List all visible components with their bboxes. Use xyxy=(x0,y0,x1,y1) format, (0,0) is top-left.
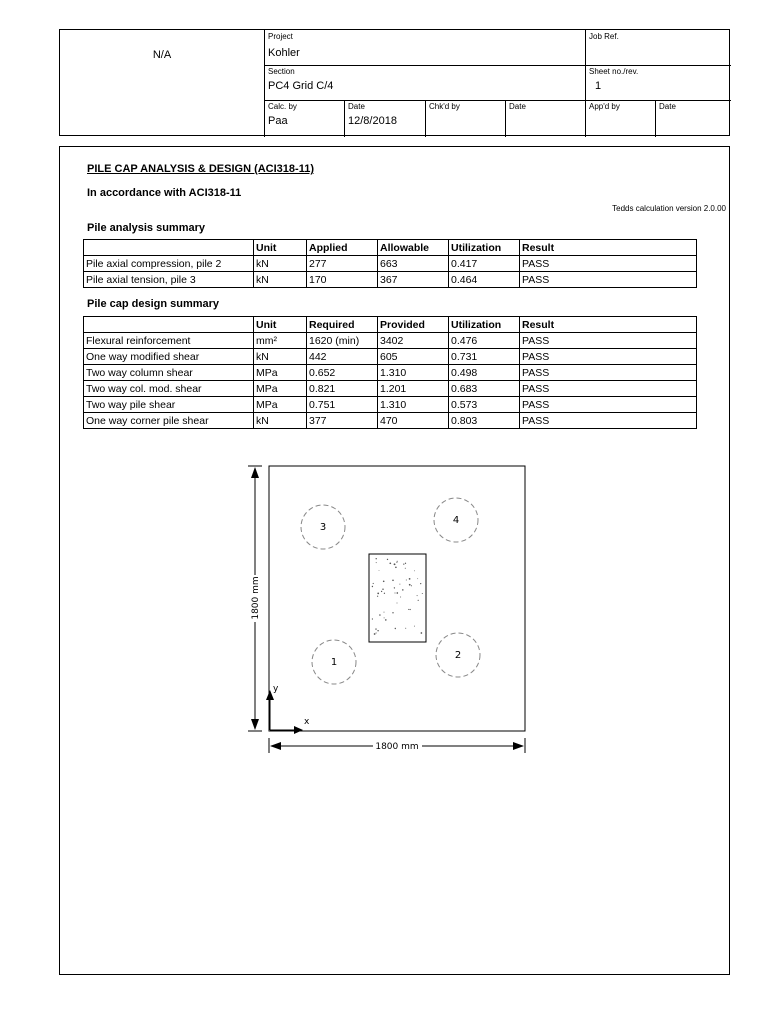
page-title: PILE CAP ANALYSIS & DESIGN (ACI318-11) xyxy=(87,163,314,175)
table-cell: 377 xyxy=(307,413,378,429)
table-cell: Two way pile shear xyxy=(84,397,254,413)
table-cell: kN xyxy=(254,256,307,272)
table-cell: 1620 (min) xyxy=(307,333,378,349)
calcby-value: Paa xyxy=(268,115,288,127)
sheet-value: 1 xyxy=(595,80,602,92)
header-left-text: N/A xyxy=(152,49,172,61)
date2-label: Date xyxy=(509,102,526,111)
table-cell: MPa xyxy=(254,365,307,381)
table-cell: PASS xyxy=(520,413,697,429)
pile-analysis-heading: Pile analysis summary xyxy=(87,222,206,234)
calcby-label: Calc. by xyxy=(268,102,297,111)
table-cell: 0.464 xyxy=(449,272,520,288)
table-cell: 277 xyxy=(307,256,378,272)
pile-2 xyxy=(436,633,480,677)
table-cell: 0.417 xyxy=(449,256,520,272)
column-header: Unit xyxy=(254,240,307,256)
table-cell: PASS xyxy=(520,381,697,397)
table-cell: kN xyxy=(254,413,307,429)
column-header: Result xyxy=(520,240,697,256)
local-axes xyxy=(266,684,310,734)
height-dimension xyxy=(248,466,262,731)
table-cell: MPa xyxy=(254,397,307,413)
table-cell: kN xyxy=(254,272,307,288)
table-cell: 0.683 xyxy=(449,381,520,397)
section-value: PC4 Grid C/4 xyxy=(268,80,334,92)
column-header: Required xyxy=(307,317,378,333)
width-dimension xyxy=(269,738,525,753)
table-cell: 3402 xyxy=(378,333,449,349)
sheet-label: Sheet no./rev. xyxy=(589,67,639,76)
pile-1-label: 1 xyxy=(330,657,338,668)
table-cell: One way modified shear xyxy=(84,349,254,365)
x-axis-label: x xyxy=(304,717,310,727)
chkd-label: Chk'd by xyxy=(429,102,460,111)
table-cell: Two way column shear xyxy=(84,365,254,381)
table-cell: 605 xyxy=(378,349,449,365)
jobref-label: Job Ref. xyxy=(589,32,619,41)
table-cell: 1.310 xyxy=(378,397,449,413)
table-cell: 663 xyxy=(378,256,449,272)
table-cell: Pile axial tension, pile 3 xyxy=(84,272,254,288)
date3-label: Date xyxy=(659,102,676,111)
table-cell: Pile axial compression, pile 2 xyxy=(84,256,254,272)
table-cell: PASS xyxy=(520,333,697,349)
pile-1 xyxy=(312,640,356,684)
table-cell: PASS xyxy=(520,256,697,272)
pile-cap-heading: Pile cap design summary xyxy=(87,298,220,310)
column-header: Provided xyxy=(378,317,449,333)
table-cell: 170 xyxy=(307,272,378,288)
table-cell: PASS xyxy=(520,397,697,413)
width-dim-label: 1800 mm xyxy=(375,742,419,752)
pile-3-label: 3 xyxy=(319,522,327,533)
table-cell: One way corner pile shear xyxy=(84,413,254,429)
column-header: Result xyxy=(520,317,697,333)
table-cell: 0.573 xyxy=(449,397,520,413)
section-label: Section xyxy=(268,67,295,76)
pile-4 xyxy=(434,498,478,542)
column-header: Utilization xyxy=(449,240,520,256)
pile-4-label: 4 xyxy=(452,515,460,526)
date1-value: 12/8/2018 xyxy=(348,115,397,127)
column-header: Allowable xyxy=(378,240,449,256)
pile-2-label: 2 xyxy=(454,650,462,661)
table-cell: 0.821 xyxy=(307,381,378,397)
table-cell: 0.652 xyxy=(307,365,378,381)
page-subtitle: In accordance with ACI318-11 xyxy=(87,187,242,199)
table-cell: 0.751 xyxy=(307,397,378,413)
table-cell: 0.498 xyxy=(449,365,520,381)
y-axis-label: y xyxy=(273,684,279,694)
table-cell: PASS xyxy=(520,272,697,288)
date1-label: Date xyxy=(348,102,365,111)
height-dim-label: 1800 mm xyxy=(251,576,261,620)
column-section xyxy=(369,554,426,642)
table-cell: 0.476 xyxy=(449,333,520,349)
column-header: Applied xyxy=(307,240,378,256)
column-header: Unit xyxy=(254,317,307,333)
appd-label: App'd by xyxy=(589,102,620,111)
pile-3 xyxy=(301,505,345,549)
table-cell: MPa xyxy=(254,381,307,397)
table-cell: 1.201 xyxy=(378,381,449,397)
project-value: Kohler xyxy=(268,47,300,59)
table-cell: 367 xyxy=(378,272,449,288)
table-cell: 470 xyxy=(378,413,449,429)
table-cell: 1.310 xyxy=(378,365,449,381)
table-cell: Two way col. mod. shear xyxy=(84,381,254,397)
table-cell: PASS xyxy=(520,349,697,365)
version-note: Tedds calculation version 2.0.00 xyxy=(612,204,726,213)
table-cell: 442 xyxy=(307,349,378,365)
table-cell: 0.731 xyxy=(449,349,520,365)
table-cell: Flexural reinforcement xyxy=(84,333,254,349)
project-label: Project xyxy=(268,32,293,41)
table-cell: kN xyxy=(254,349,307,365)
table-cell: PASS xyxy=(520,365,697,381)
table-cell: 0.803 xyxy=(449,413,520,429)
column-header: Utilization xyxy=(449,317,520,333)
table-cell: mm² xyxy=(254,333,307,349)
